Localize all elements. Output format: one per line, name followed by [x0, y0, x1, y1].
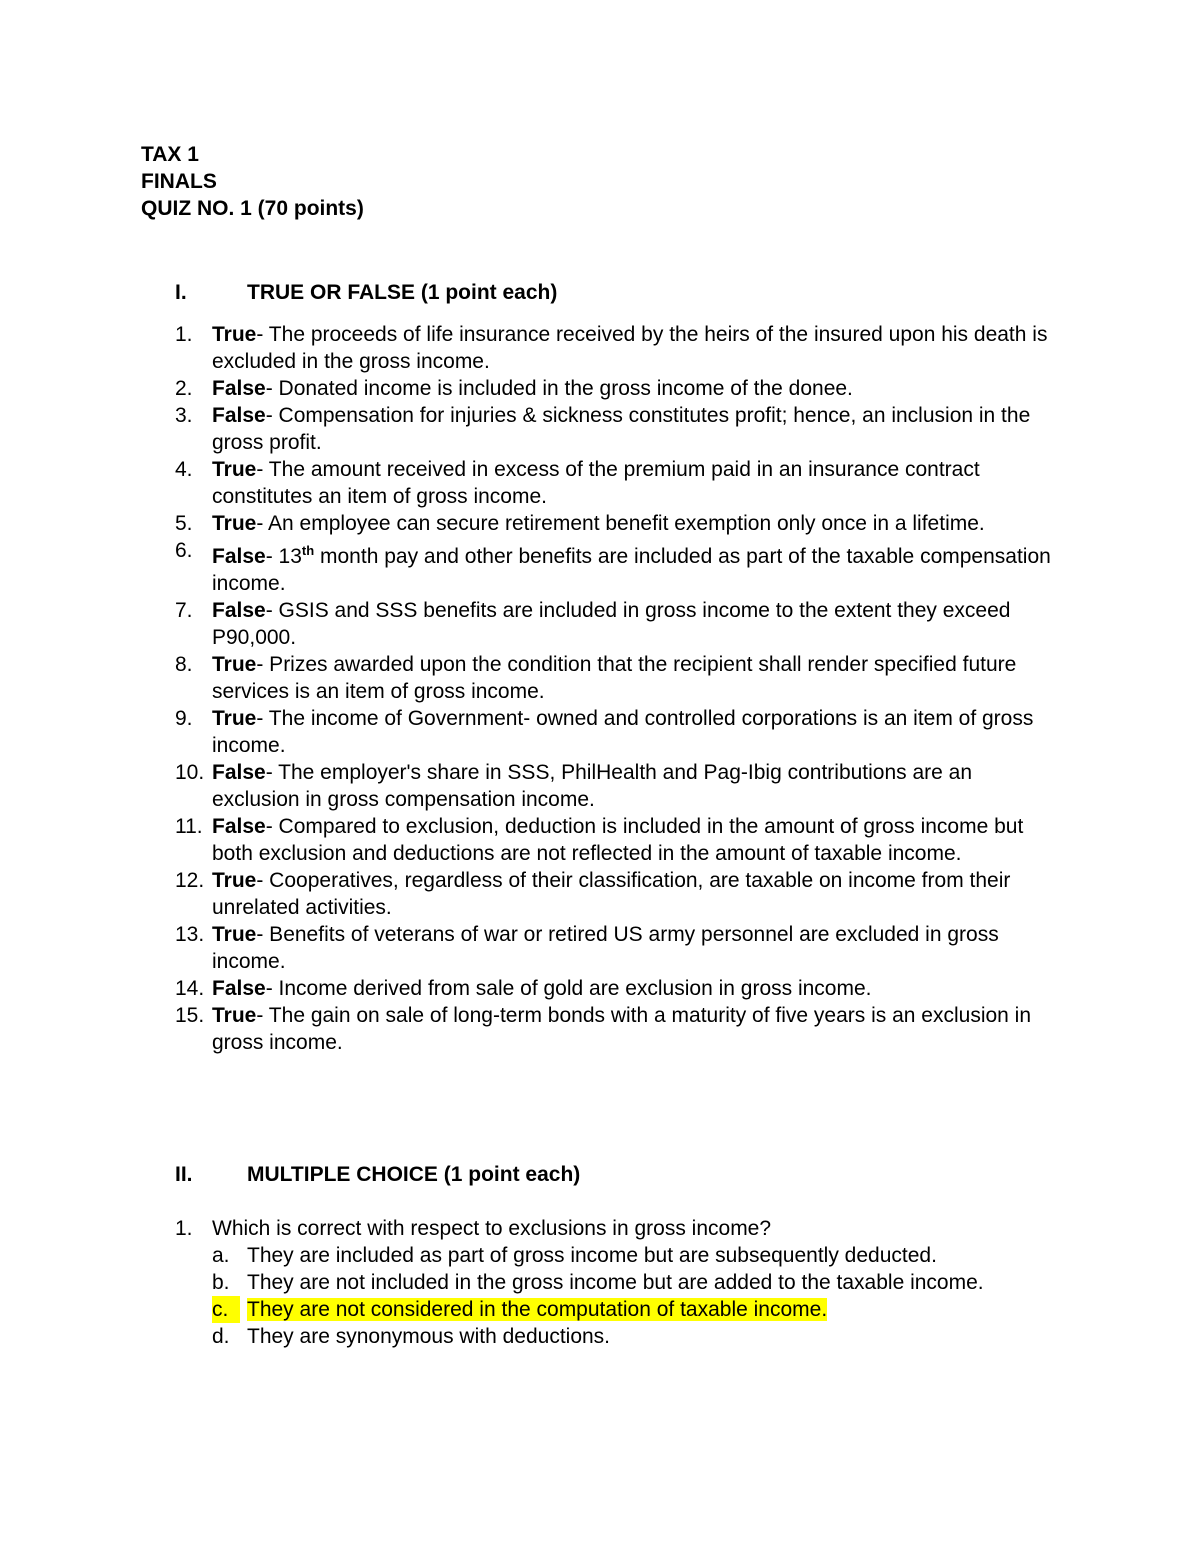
item-statement: - Benefits of veterans of war or retired US army personnel are excluded in gross income. [212, 923, 999, 973]
tf-item-5 [0, 510, 1200, 537]
tf-item-1 [0, 321, 1200, 375]
tf-item-11 [0, 813, 1200, 867]
item-statement: - Prizes awarded upon the condition that the recipient shall render specified future services is an item of gross income. [212, 653, 1017, 703]
item-statement: - The proceeds of life insurance received by the heirs of the insured upon his death is excluded in the gross income. [212, 323, 1048, 373]
question-text: Which is correct with respect to exclusions in gross income? [212, 1217, 772, 1240]
item-number: 1. [175, 323, 193, 346]
item-answer: True [212, 458, 257, 481]
item-number: 15. [175, 1004, 205, 1027]
item-statement: - Donated income is included in the gross income of the donee. [265, 377, 853, 400]
tf-item-2 [0, 375, 1200, 402]
option-d [0, 1323, 1200, 1350]
option-letter: d. [212, 1325, 230, 1348]
item-statement: - The income of Government- owned and controlled corporations is an item of gross income. [212, 707, 1034, 757]
option-a [0, 1242, 1200, 1269]
tf-item-8 [0, 651, 1200, 705]
option-letter: c. [212, 1296, 240, 1323]
item-answer: False [212, 761, 266, 784]
tf-item-13 [0, 921, 1200, 975]
course-title: TAX 1 [141, 143, 199, 166]
item-number: 4. [175, 458, 193, 481]
item-answer: True [212, 707, 257, 730]
item-answer: True [212, 1004, 257, 1027]
tf-item-14 [0, 975, 1200, 1002]
tf-item-9 [0, 705, 1200, 759]
item-number: 10. [175, 761, 205, 784]
ordinal-suffix: th [301, 543, 315, 558]
item-number: 3. [175, 404, 193, 427]
item-statement: - GSIS and SSS benefits are included in gross income to the extent they exceed P90,000. [212, 599, 1011, 649]
tf-item-7 [0, 597, 1200, 651]
section-heading-true-false [175, 279, 557, 306]
question-stem [0, 1215, 1200, 1242]
item-statement: - Compensation for injuries & sickness constitutes profit; hence, an inclusion in the gross profit. [212, 404, 1031, 454]
option-b [0, 1269, 1200, 1296]
item-answer: False [212, 815, 266, 838]
item-answer: True [212, 923, 257, 946]
tf-item-15 [0, 1002, 1200, 1056]
item-answer: False [212, 377, 266, 400]
tf-item-6 [0, 537, 1200, 597]
item-number: 5. [175, 512, 193, 535]
item-answer: False [212, 977, 266, 1000]
section-title: TRUE OR FALSE (1 point each) [247, 281, 558, 304]
item-statement: - The gain on sale of long-term bonds with a maturity of five years is an exclusion in gross income. [212, 1004, 1032, 1054]
item-answer: True [212, 512, 257, 535]
document-header [141, 141, 364, 222]
item-number: 11. [175, 815, 203, 838]
tf-item-3 [0, 402, 1200, 456]
item-number: 14. [175, 977, 205, 1000]
item-answer: False [212, 545, 266, 568]
option-text: They are not included in the gross income but are added to the taxable income. [247, 1271, 984, 1294]
option-text-highlighted: They are not considered in the computation of taxable income. [247, 1298, 828, 1321]
item-statement: - The employer's share in SSS, PhilHealth and Pag-Ibig contributions are an exclusion in gross compensation income. [212, 761, 973, 811]
item-statement: - The amount received in excess of the premium paid in an insurance contract constitutes an item of gross income. [212, 458, 980, 508]
section-heading-multiple-choice [175, 1161, 580, 1188]
section-number: II. [175, 1163, 193, 1186]
item-number: 6. [175, 539, 193, 562]
option-letter: b. [212, 1271, 230, 1294]
item-number: 12. [175, 869, 205, 892]
exam-term: FINALS [141, 170, 217, 193]
item-statement-prefix: - 13 [265, 545, 302, 568]
item-number: 2. [175, 377, 193, 400]
tf-item-4 [0, 456, 1200, 510]
section-title: MULTIPLE CHOICE (1 point each) [247, 1163, 581, 1186]
item-statement: - Income derived from sale of gold are exclusion in gross income. [265, 977, 872, 1000]
option-text: They are included as part of gross income but are subsequently deducted. [247, 1244, 937, 1267]
section-number: I. [175, 281, 187, 304]
item-statement: - Cooperatives, regardless of their classification, are taxable on income from their unrelated activities. [212, 869, 1011, 919]
item-answer: False [212, 599, 266, 622]
tf-item-12 [0, 867, 1200, 921]
option-c-correct-highlighted [0, 1296, 1200, 1323]
item-answer: True [212, 869, 257, 892]
item-number: 7. [175, 599, 193, 622]
item-statement: - An employee can secure retirement benefit exemption only once in a lifetime. [256, 512, 985, 535]
item-statement: month pay and other benefits are included as part of the taxable compensation income. [212, 545, 1051, 595]
multiple-choice-question-1 [0, 1215, 1200, 1350]
tf-item-10 [0, 759, 1200, 813]
item-number: 9. [175, 707, 193, 730]
true-false-list [0, 321, 1200, 1056]
item-number: 13. [175, 923, 205, 946]
option-letter: a. [212, 1244, 230, 1267]
item-statement: - Compared to exclusion, deduction is included in the amount of gross income but both exclusion and deductions are not reflected in the amount of taxable income. [212, 815, 1024, 865]
option-text: They are synonymous with deductions. [247, 1325, 611, 1348]
item-answer: True [212, 323, 257, 346]
item-answer: True [212, 653, 257, 676]
item-number: 8. [175, 653, 193, 676]
item-answer: False [212, 404, 266, 427]
question-number: 1. [175, 1217, 193, 1240]
quiz-title: QUIZ NO. 1 (70 points) [141, 197, 364, 220]
